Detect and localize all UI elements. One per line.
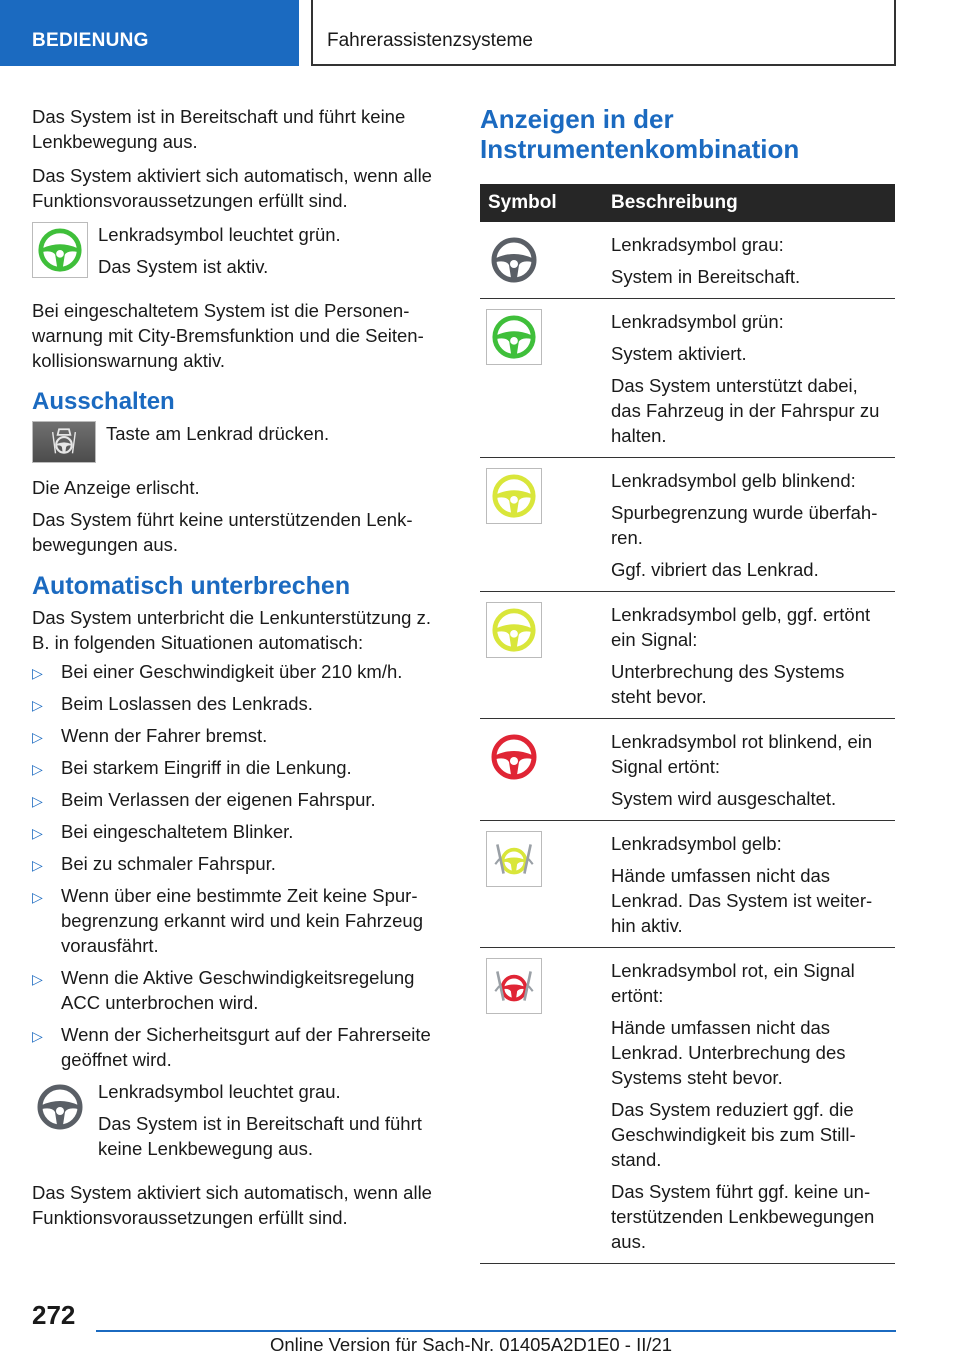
steering-wheel-grey-icon xyxy=(32,1079,88,1135)
list-item: ▷ Bei starkem Eingriff in die Lenkung. xyxy=(32,755,444,780)
table-cell-text: Hände umfassen nicht das Lenkrad. Das System ist weiterhin aktiv. xyxy=(611,865,873,936)
table-row xyxy=(480,719,895,821)
paragraph: Das System ist in Bereitschaft und führt keine Lenkbewegung aus. xyxy=(32,106,406,152)
triangle-bullet-icon: ▷ xyxy=(32,971,43,987)
symbol-table xyxy=(480,184,895,1264)
list-item: ▷ Wenn der Fahrer bremst. xyxy=(32,723,444,748)
icon-note-text: Das System ist in Bereitschaft und führt keine Lenkbewegung aus. xyxy=(98,1113,422,1159)
paragraph: Das System aktiviert sich automatisch, wenn alle Funktionsvoraussetzungen erfüllt sind. xyxy=(32,1182,432,1228)
triangle-bullet-icon: ▷ xyxy=(32,1028,43,1044)
steering-wheel-red-icon xyxy=(486,729,542,785)
table-cell-text: Hände umfassen nicht das Lenkrad. Unterbrechung des Systems steht bevor. xyxy=(611,1017,846,1088)
triangle-bullet-icon: ▷ xyxy=(32,793,43,809)
table-row xyxy=(480,299,895,458)
paragraph: Das System unterbricht die Lenkunterstützung z. B. in folgenden Situationen automatisch: xyxy=(32,607,431,653)
list-item: ▷ Wenn über eine bestimmte Zeit keine Spurbegrenzung erkannt wird und kein Fahrzeug vorausfährt. xyxy=(32,885,424,956)
icon-note-green xyxy=(32,222,444,286)
steering-button-icon xyxy=(32,421,96,463)
table-cell-text: Lenkradsymbol gelb: xyxy=(611,833,782,854)
page-number: 272 xyxy=(32,1300,76,1330)
table-cell-text: Lenkradsymbol rot, ein Signal ertönt: xyxy=(611,960,855,1006)
steering-wheel-green-icon xyxy=(486,309,542,365)
hands-off-red-icon xyxy=(486,958,542,1014)
hands-off-yellow-icon xyxy=(486,831,542,887)
table-cell-text: Lenkradsymbol gelb blinkend: xyxy=(611,470,856,491)
paragraph: Die Anzeige erlischt. xyxy=(32,477,200,498)
list-item: ▷ Wenn der Sicherheitsgurt auf der Fahrerseite geöffnet wird. xyxy=(32,1024,431,1070)
table-cell-text: Das System unterstützt dabei, das Fahrzeug in der Fahrspur zu halten. xyxy=(611,375,880,446)
table-row xyxy=(480,222,895,299)
table-cell-text: System wird ausgeschaltet. xyxy=(611,788,837,809)
footer-divider xyxy=(96,1330,896,1332)
icon-note-text: Lenkradsymbol leuchtet grün. xyxy=(98,224,341,245)
table-cell-text: Das System führt ggf. keine unterstützenden Lenkbewegungen aus. xyxy=(611,1181,875,1252)
right-column xyxy=(480,104,895,1264)
steering-wheel-yellow-icon xyxy=(486,602,542,658)
page-footer xyxy=(0,1290,960,1362)
triangle-bullet-icon: ▷ xyxy=(32,665,43,681)
icon-note-grey xyxy=(32,1079,444,1168)
icon-note-text: Lenkradsymbol leuchtet grau. xyxy=(98,1081,341,1102)
paragraph: Das System führt keine unterstützenden Lenkbewegungen aus. xyxy=(32,509,413,555)
footer-text: Online Version für Sach-Nr. 01405A2D1E0 - II/21 xyxy=(270,1334,673,1355)
paragraph: Bei eingeschaltetem System ist die Personenwarnung mit City-Bremsfunktion und die Seitenkollisionswarnung aktiv. xyxy=(32,300,424,371)
icon-note-text: Das System ist aktiv. xyxy=(98,256,269,277)
button-note-text: Taste am Lenkrad drücken. xyxy=(106,423,330,444)
table-row xyxy=(480,948,895,1264)
list-item: ▷ Beim Verlassen der eigenen Fahrspur. xyxy=(32,787,444,812)
heading-ausschalten: Ausschalten xyxy=(32,388,175,415)
triangle-bullet-icon: ▷ xyxy=(32,889,43,905)
heading-anzeigen: Anzeigen in der Instrumentenkombination xyxy=(480,104,800,164)
table-cell-text: Ggf. vibriert das Lenkrad. xyxy=(611,559,819,580)
table-cell-text: Lenkradsymbol rot blinkend, ein Signal ertönt: xyxy=(611,731,873,777)
table-cell-text: Das System reduziert ggf. die Geschwindigkeit bis zum Stillstand. xyxy=(611,1099,856,1170)
list-item: ▷ Beim Loslassen des Lenkrads. xyxy=(32,691,444,716)
chapter-label: Fahrerassistenzsysteme xyxy=(311,0,896,66)
column-header-description: Beschreibung xyxy=(603,184,895,222)
table-header-row xyxy=(480,184,895,222)
paragraph: Das System aktiviert sich automatisch, wenn alle Funktionsvoraussetzungen erfüllt sind. xyxy=(32,165,432,211)
table-cell-text: Spurbegrenzung wurde überfahren. xyxy=(611,502,878,548)
section-label: BEDIENUNG xyxy=(0,0,299,66)
heading-automatisch-unterbrechen: Automatisch unterbrechen xyxy=(32,572,351,600)
steering-wheel-grey-icon xyxy=(486,232,542,288)
table-cell-text: Lenkradsymbol grau: xyxy=(611,234,784,255)
triangle-bullet-icon: ▷ xyxy=(32,761,43,777)
steering-wheel-yellow-blinking-icon xyxy=(486,468,542,524)
left-column xyxy=(32,104,444,1239)
table-row xyxy=(480,592,895,719)
triangle-bullet-icon: ▷ xyxy=(32,697,43,713)
table-cell-text: System aktiviert. xyxy=(611,343,747,364)
list-item: ▷ Wenn die Aktive Geschwindigkeitsregelung ACC unterbrochen wird. xyxy=(32,967,415,1013)
list-item: ▷ Bei zu schmaler Fahrspur. xyxy=(32,851,444,876)
triangle-bullet-icon: ▷ xyxy=(32,857,43,873)
page-header xyxy=(0,0,960,66)
column-header-symbol: Symbol xyxy=(480,184,603,222)
triangle-bullet-icon: ▷ xyxy=(32,729,43,745)
bullet-list xyxy=(32,659,444,1072)
table-cell-text: Lenkradsymbol grün: xyxy=(611,311,784,332)
button-note xyxy=(32,421,444,463)
steering-wheel-green-icon xyxy=(32,222,88,278)
list-item: ▷ Bei eingeschaltetem Blinker. xyxy=(32,819,444,844)
table-row xyxy=(480,458,895,592)
table-cell-text: Unterbrechung des Systems steht bevor. xyxy=(611,661,845,707)
triangle-bullet-icon: ▷ xyxy=(32,825,43,841)
table-cell-text: Lenkradsymbol gelb, ggf. ertönt ein Signal: xyxy=(611,604,871,650)
list-item: ▷ Bei einer Geschwindigkeit über 210 km/h. xyxy=(32,659,444,684)
table-cell-text: System in Bereitschaft. xyxy=(611,266,801,287)
table-row xyxy=(480,821,895,948)
